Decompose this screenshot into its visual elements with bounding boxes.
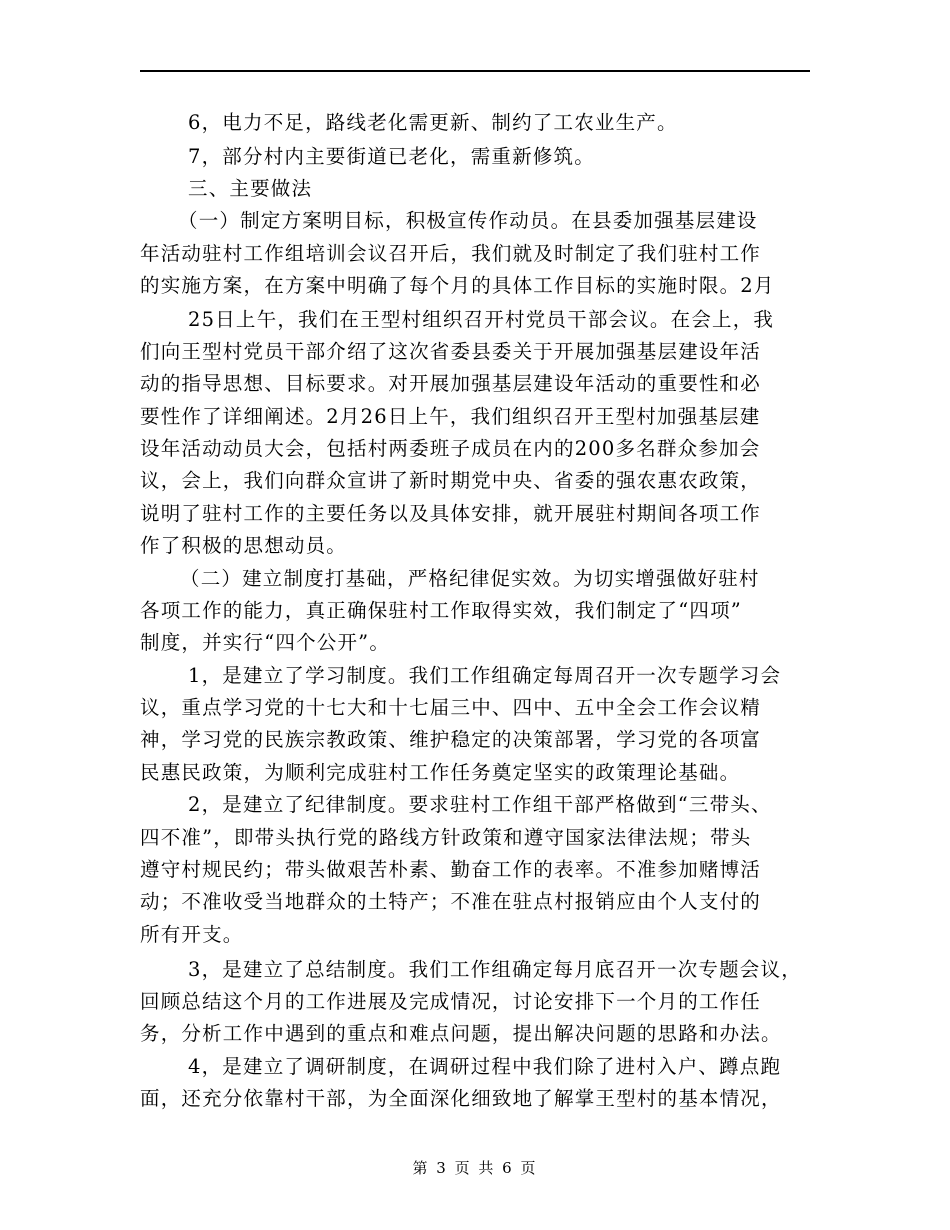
section-heading: 三、主要做法 <box>188 177 313 200</box>
text-line: 们向王型村党员干部介绍了这次省委县委关于开展加强基层建设年活 <box>140 340 762 363</box>
text-line: （一）制定方案明目标，积极宣传作动员。在县委加强基层建设 <box>178 209 758 232</box>
text-line: 制度，并实行“四个公开”。 <box>140 631 391 654</box>
text-line: 的实施方案，在方案中明确了每个月的具体工作目标的实施时限。2月 <box>140 274 775 297</box>
text-line: 1，是建立了学习制度。我们工作组确定每周召开一次专题学习会 <box>188 664 782 687</box>
text-line: 25日上午，我们在王型村组织召开村党员干部会议。在会上，我 <box>188 308 775 331</box>
text-line: 3，是建立了总结制度。我们工作组确定每月底召开一次专题会议， <box>188 958 802 981</box>
header-rule <box>140 70 810 72</box>
text-line: 2，是建立了纪律制度。要求驻村工作组干部严格做到“三带头、 <box>188 793 772 816</box>
text-line: 议，重点学习党的十七大和十七届三中、四中、五中全会工作会议精 <box>140 696 762 719</box>
text-line: 说明了驻村工作的主要任务以及具体安排，就开展驻村期间各项工作 <box>140 502 762 525</box>
text-line: 年活动驻村工作组培训会议召开后，我们就及时制定了我们驻村工作 <box>140 242 762 265</box>
text-line: 面，还充分依靠村干部，为全面深化细致地了解掌王型村的基本情况， <box>140 1087 782 1110</box>
text-line: 所有开支。 <box>140 923 244 946</box>
text-line: 要性作了详细阐述。2月26日上午，我们组织召开王型村加强基层建 <box>140 405 761 428</box>
text-line: 各项工作的能力，真正确保驻村工作取得实效，我们制定了“四项” <box>140 599 742 622</box>
text-line: 6，电力不足，路线老化需更新、制约了工农业生产。 <box>188 111 678 134</box>
text-line: 回顾总结这个月的工作进展及完成情况，讨论安排下一个月的工作任 <box>140 990 762 1013</box>
text-line: 四不准”，即带头执行党的路线方针政策和遵守国家法律法规；带头 <box>140 826 752 849</box>
page-footer: 第 3 页 共 6 页 <box>412 1159 538 1177</box>
text-line: 遵守村规民约；带头做艰苦朴素、勤奋工作的表率。不准参加赌博活 <box>140 858 762 881</box>
text-line: 动；不准收受当地群众的土特产；不准在驻点村报销应由个人支付的 <box>140 890 762 913</box>
text-line: 作了积极的思想动员。 <box>140 534 348 557</box>
text-line: 动的指导思想、目标要求。对开展加强基层建设年活动的重要性和必 <box>140 372 762 395</box>
text-line: 议，会上，我们向群众宣讲了新时期党中央、省委的强农惠农政策， <box>140 469 762 492</box>
text-line: 4，是建立了调研制度，在调研过程中我们除了进村入户、蹲点跑 <box>188 1055 782 1078</box>
text-line: 务，分析工作中遇到的重点和难点问题，提出解决问题的思路和办法。 <box>140 1022 782 1045</box>
text-line: 7，部分村内主要街道已老化，需重新修筑。 <box>188 145 595 168</box>
text-line: 神，学习党的民族宗教政策、维护稳定的决策部署，学习党的各项富 <box>140 728 762 751</box>
text-line: 设年活动动员大会，包括村两委班子成员在内的200多名群众参加会 <box>140 437 761 460</box>
text-line: （二）建立制度打基础，严格纪律促实效。为切实增强做好驻村 <box>180 567 760 590</box>
text-line: 民惠民政策，为顺利完成驻村工作任务奠定坚实的政策理论基础。 <box>140 761 741 784</box>
